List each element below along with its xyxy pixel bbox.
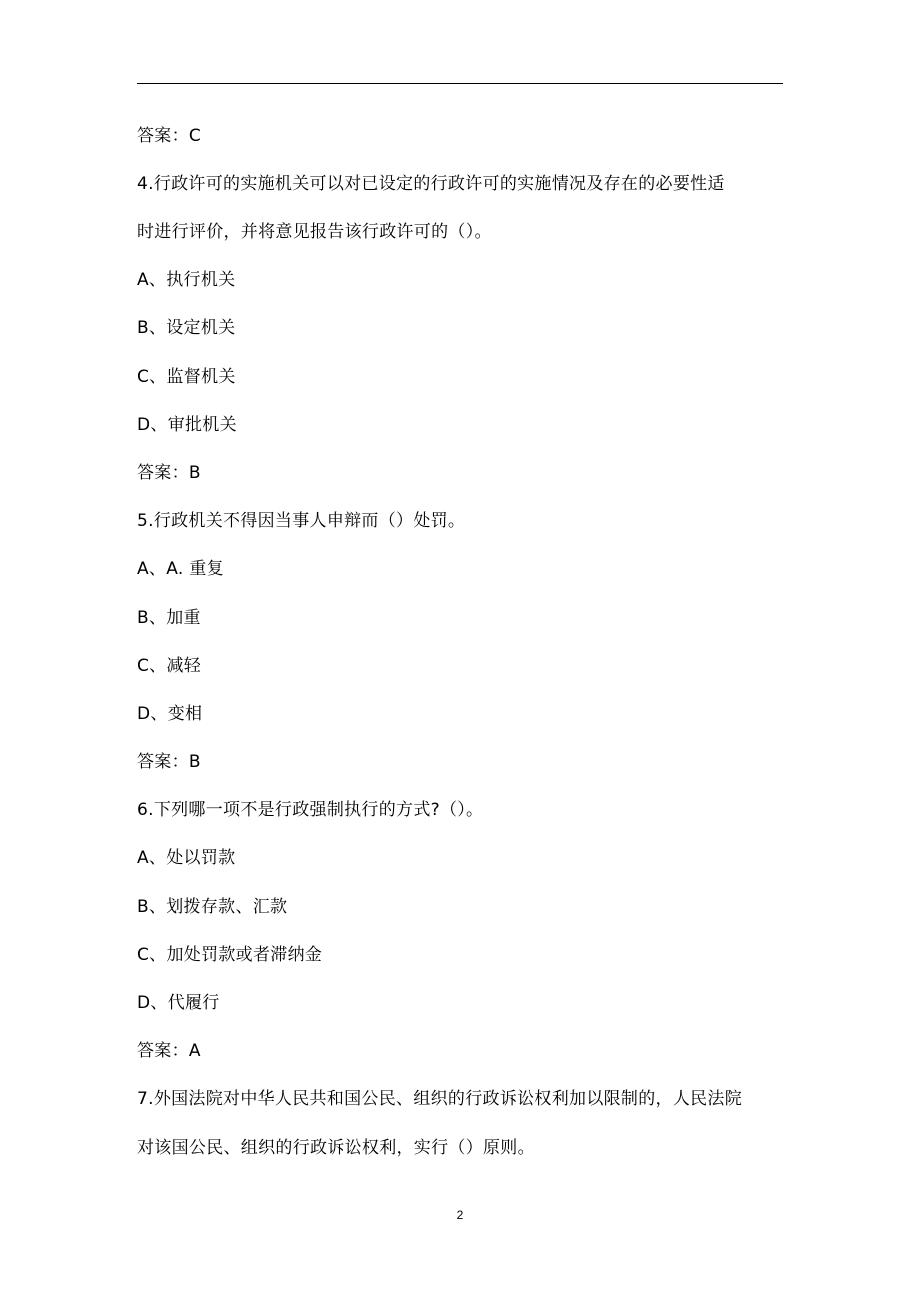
answer-line: 答案：B	[137, 752, 201, 772]
question-7-line-2: 对该国公民、组织的行政诉讼权利，实行（）原则。	[137, 1138, 535, 1158]
question-5: 5.行政机关不得因当事人申辩而（）处罚。	[137, 511, 466, 531]
question-4-line-1: 4.行政许可的实施机关可以对已设定的行政许可的实施情况及存在的必要性适	[137, 174, 725, 194]
option-c: C、减轻	[137, 656, 202, 676]
option-d: D、审批机关	[137, 415, 237, 435]
answer-line: 答案：B	[137, 463, 201, 483]
option-d: D、代履行	[137, 993, 220, 1013]
option-c: C、监督机关	[137, 367, 236, 387]
header-rule	[137, 83, 783, 84]
option-a: A、执行机关	[137, 270, 236, 290]
question-6: 6.下列哪一项不是行政强制执行的方式?（）。	[137, 800, 484, 820]
option-b: B、划拨存款、汇款	[137, 897, 288, 917]
option-d: D、变相	[137, 704, 203, 724]
question-7-line-1: 7.外国法院对中华人民共和国公民、组织的行政诉讼权利加以限制的，人民法院	[137, 1089, 743, 1109]
option-b: B、设定机关	[137, 318, 236, 338]
question-4-line-2: 时进行评价，并将意见报告该行政许可的（）。	[137, 222, 492, 242]
answer-line: 答案：A	[137, 1041, 201, 1061]
page-number: 2	[456, 1208, 464, 1222]
answer-line: 答案：C	[137, 126, 202, 146]
option-a: A、处以罚款	[137, 848, 236, 868]
option-c: C、加处罚款或者滞纳金	[137, 945, 323, 965]
option-a: A、A. 重复	[137, 559, 224, 579]
option-b: B、加重	[137, 608, 201, 628]
